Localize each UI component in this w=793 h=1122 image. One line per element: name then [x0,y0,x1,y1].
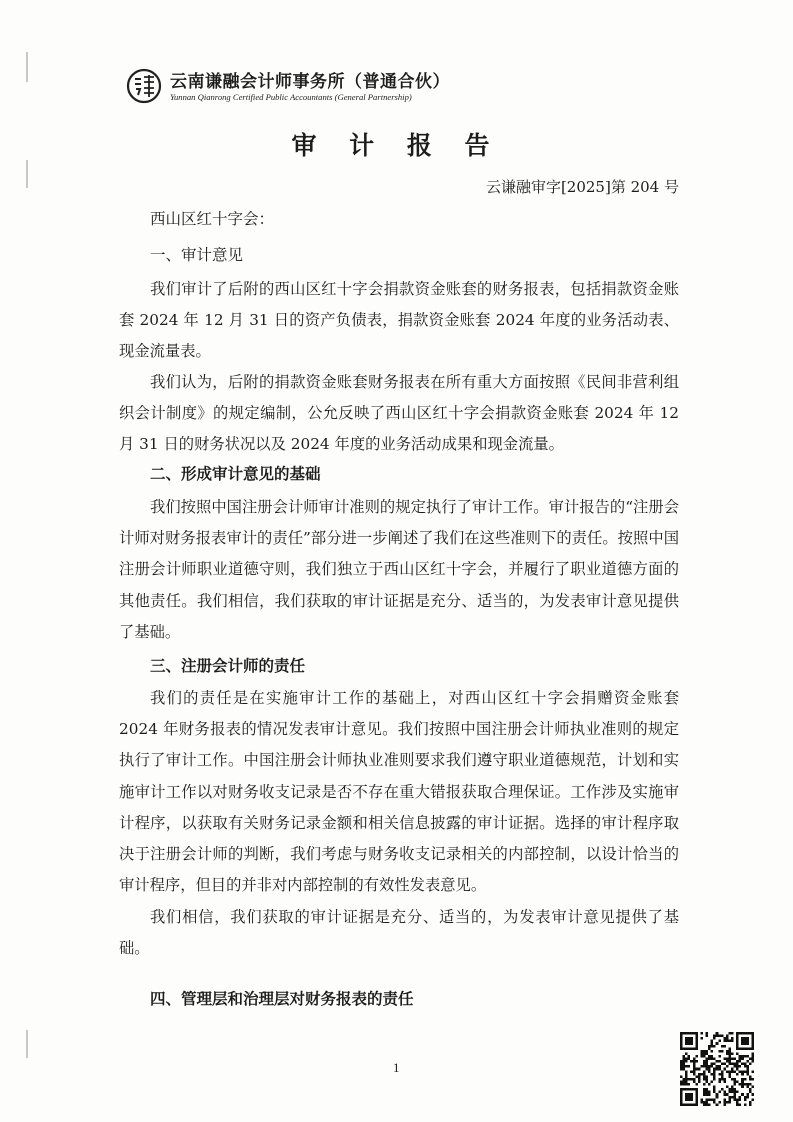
paragraph: 我们按照中国注册会计师审计准则的规定执行了审计工作。审计报告的“注册会计师对财务报表审计的责任”部分进一步阐述了我们在这些准则下的责任。按照中国注册会计师职业道德守则，我们独立于西山区红十字会，并履行了职业道德方面的其他责任。我们相信，我们获取的审计证据是充分、适当的，为发表审计意见提供了基础。 [119,498,679,641]
firm-logo-icon [126,68,162,104]
scan-edge-mark [26,52,28,82]
section-heading-auditor-responsibility: 三、注册会计师的责任 [150,657,306,675]
report-title: 审 计 报 告 [291,131,502,160]
paragraph: 我们的责任是在实施审计工作的基础上，对西山区红十字会捐赠资金账套 2024 年财务报表的情况发表审计意见。我们按照中国注册会计师执业准则的规定执行了审计工作。中国注册会计师执业准则要求我们遵守职业道德规范，计划和实施审计工作以对财务收支记录是否不存在重大错报获取合理保证。工作涉及实施审计程序，以获取有关财务记录金额和相关信息披露的审计证据。选择的审计程序取决于注册会计师的判断，我们考虑与财务收支记录相关的内部控制，以设计恰当的审计程序，但目的并非对内部控制的有效性发表意见。 [119,689,679,895]
section-heading-audit-opinion: 一、审计意见 [150,246,244,264]
scan-edge-mark [26,160,28,188]
paragraph: 我们审计了后附的西山区红十字会捐款资金账套的财务报表，包括捐款资金账套 2024 年 12 月 31 日的资产负债表，捐款资金账套 2024 年度的业务活动表、现金流量表。 [119,280,679,361]
section-heading-basis-for-opinion: 二、形成审计意见的基础 [150,465,321,483]
firm-name-chinese: 云南谦融会计师事务所（普通合伙） [170,72,450,92]
firm-name-english: Yunnan Qianrong Certified Public Accountants (General Partnership) [170,92,412,102]
reference-number: 云谦融审字[2025]第 204 号 [485,178,679,196]
paragraph: 我们认为，后附的捐款资金账套财务报表在所有重大方面按照《民间非营利组织会计制度》的规定编制，公允反映了西山区红十字会捐款资金账套 2024 年 12 月 31 日的财务状况以及 2024 年度的业务活动成果和现金流量。 [119,373,679,454]
addressee: 西山区红十字会： [150,210,275,228]
letterhead [126,66,546,112]
page-number: 1 [393,1060,400,1075]
qr-code-icon [680,1032,754,1106]
section-heading-management-responsibility: 四、管理层和治理层对财务报表的责任 [150,990,414,1008]
paragraph: 我们相信，我们获取的审计证据是充分、适当的，为发表审计意见提供了基础。 [119,908,679,958]
scan-edge-mark [26,1030,28,1058]
